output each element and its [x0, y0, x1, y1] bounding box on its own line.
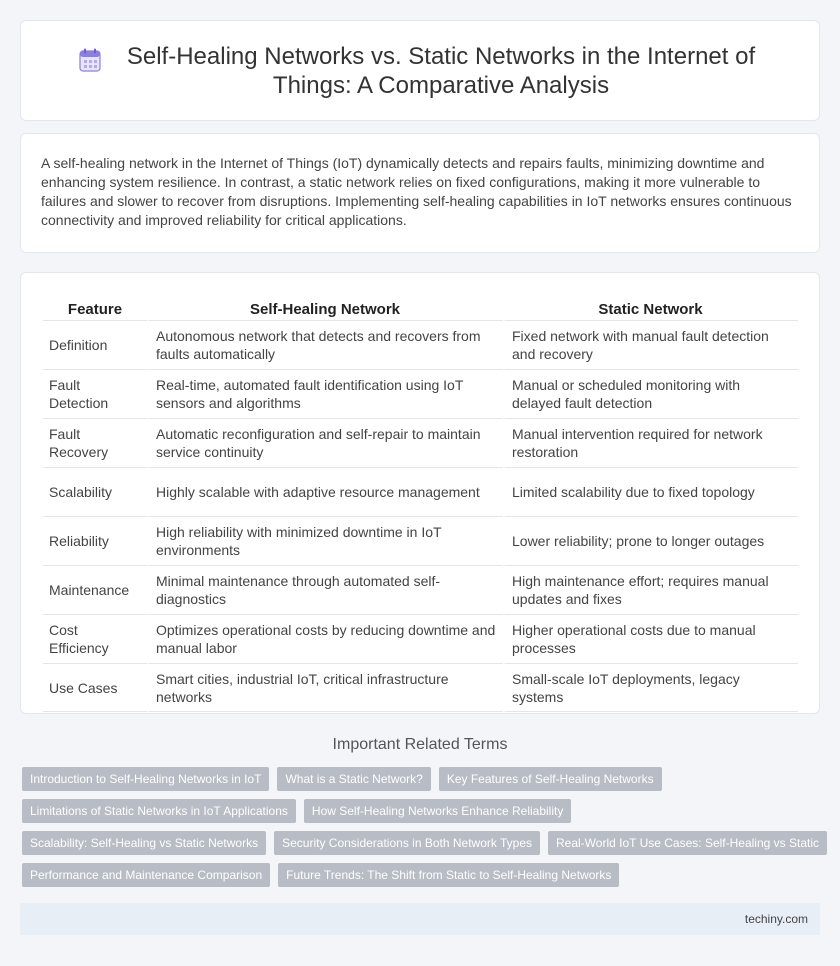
related-term-link[interactable]: What is a Static Network? [277, 767, 430, 791]
related-term-link[interactable]: Security Considerations in Both Network Types [274, 831, 540, 855]
self-healing-cell: High reliability with minimized downtime in IoT environments [147, 516, 503, 565]
table-row [43, 320, 798, 369]
feature-cell: Cost Efficiency [43, 614, 147, 663]
static-cell: Higher operational costs due to manual processes [503, 614, 798, 663]
related-term-link[interactable]: Future Trends: The Shift from Static to Self-Healing Networks [278, 863, 619, 887]
static-cell: High maintenance effort; requires manual updates and fixes [503, 565, 798, 614]
intro-text: A self-healing network in the Internet of Things (IoT) dynamically detects and repairs faults, minimizing downtime and enhancing system resilience. In contrast, a static network relies on fixed configurations, making it more vulnerable to failures and slower to recover from disruptions. Implementing self-healing capabilities in IoT networks ensures continuous connectivity and improved reliability for critical applications. [41, 155, 792, 228]
related-term-link[interactable]: Performance and Maintenance Comparison [22, 863, 270, 887]
tag-row [22, 863, 822, 887]
related-term-link[interactable]: How Self-Healing Networks Enhance Reliability [304, 799, 571, 823]
tag-row [22, 831, 822, 855]
self-healing-cell: Automatic reconfiguration and self-repair to maintain service continuity [147, 418, 503, 467]
comparison-table-card [20, 272, 820, 714]
tag-row [22, 799, 822, 823]
feature-cell: Definition [43, 320, 147, 369]
static-cell: Limited scalability due to fixed topology [503, 467, 798, 516]
self-healing-cell: Minimal maintenance through automated self-diagnostics [147, 565, 503, 614]
table-row [43, 614, 798, 663]
footer-site: techiny.com [744, 912, 808, 926]
static-cell: Manual or scheduled monitoring with delayed fault detection [503, 369, 798, 418]
feature-cell: Maintenance [43, 565, 147, 614]
tag-row [22, 767, 822, 791]
static-cell: Lower reliability; prone to longer outages [503, 516, 798, 565]
table-row [43, 663, 798, 712]
comparison-table [43, 293, 798, 712]
static-cell: Small-scale IoT deployments, legacy systems [503, 663, 798, 712]
feature-cell: Use Cases [43, 663, 147, 712]
page-title: Self-Healing Networks vs. Static Networks in the Internet of Things: A Comparative Analysis [126, 42, 756, 99]
self-healing-cell: Autonomous network that detects and recovers from faults automatically [147, 320, 503, 369]
column-header: Feature [67, 301, 123, 318]
related-term-link[interactable]: Key Features of Self-Healing Networks [439, 767, 662, 791]
feature-cell: Fault Recovery [43, 418, 147, 467]
table-row [43, 467, 798, 516]
static-cell: Fixed network with manual fault detection and recovery [503, 320, 798, 369]
table-row [43, 516, 798, 565]
header-card [20, 20, 820, 121]
intro-card [20, 133, 820, 253]
column-header: Self-Healing Network [249, 301, 401, 318]
related-terms-list [22, 767, 822, 895]
table-header-row [43, 293, 798, 320]
self-healing-cell: Smart cities, industrial IoT, critical infrastructure networks [147, 663, 503, 712]
static-cell: Manual intervention required for network restoration [503, 418, 798, 467]
related-term-link[interactable]: Limitations of Static Networks in IoT Applications [22, 799, 296, 823]
self-healing-cell: Real-time, automated fault identification using IoT sensors and algorithms [147, 369, 503, 418]
related-terms-title: Important Related Terms [332, 736, 508, 753]
related-term-link[interactable]: Scalability: Self-Healing vs Static Networks [22, 831, 266, 855]
table-row [43, 565, 798, 614]
feature-cell: Fault Detection [43, 369, 147, 418]
related-term-link[interactable]: Introduction to Self-Healing Networks in IoT [22, 767, 269, 791]
table-row [43, 369, 798, 418]
table-row [43, 418, 798, 467]
footer [20, 903, 820, 935]
related-term-link[interactable]: Real-World IoT Use Cases: Self-Healing vs Static [548, 831, 827, 855]
feature-cell: Scalability [43, 467, 147, 516]
self-healing-cell: Highly scalable with adaptive resource management [147, 467, 503, 516]
feature-cell: Reliability [43, 516, 147, 565]
calendar-icon [79, 48, 101, 77]
column-header: Static Network [598, 301, 703, 318]
self-healing-cell: Optimizes operational costs by reducing downtime and manual labor [147, 614, 503, 663]
